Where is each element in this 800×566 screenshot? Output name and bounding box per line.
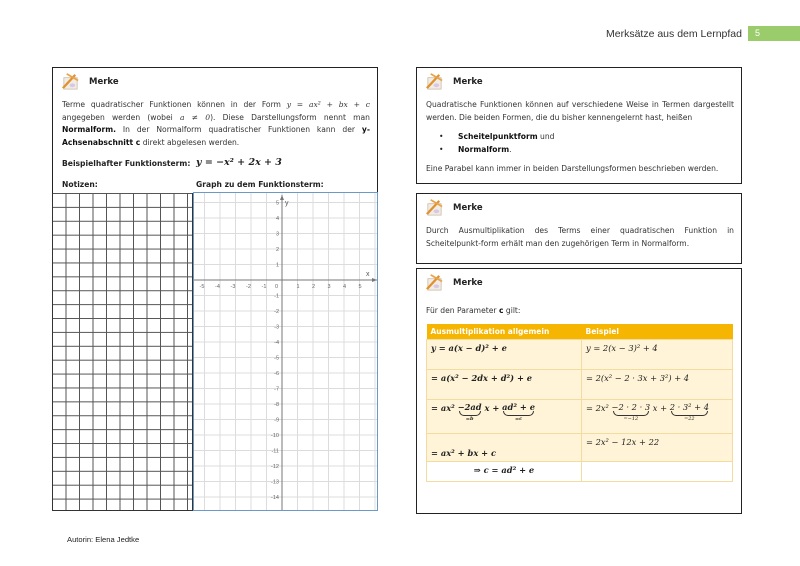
merke-header <box>425 72 483 91</box>
merke-heading: Merke <box>89 76 119 87</box>
text-segment: Für den Parameter <box>426 306 499 315</box>
example-cell: = 2(x² − 2 · 3x + 3²) + 4 <box>582 369 733 399</box>
svg-text:-1: -1 <box>274 293 279 300</box>
brace-label: =22 <box>684 415 695 422</box>
underbrace-22 <box>670 403 709 422</box>
merke-box-normalform <box>52 67 378 193</box>
forms-list <box>439 130 555 156</box>
column-header: Beispiel <box>582 324 733 339</box>
svg-text:2: 2 <box>275 247 279 253</box>
svg-text:-5: -5 <box>274 355 279 362</box>
text-segment: In der Normalform quadratischer Funktionen kann der <box>122 125 355 134</box>
empty-cell <box>582 461 733 481</box>
svg-text:3: 3 <box>327 284 331 290</box>
svg-text:2: 2 <box>312 284 316 290</box>
example-cell <box>582 399 733 433</box>
svg-text:-4: -4 <box>215 284 220 290</box>
text-segment: −2 · 2 · 3 <box>611 401 651 412</box>
text-segment: angegeben werden (wobei <box>62 112 173 122</box>
text-segment: ). Diese Darstellungsform nennt man <box>210 112 370 122</box>
svg-text:1: 1 <box>296 284 300 290</box>
y-intercept-term: y-Achsenabschnitt c <box>62 125 370 147</box>
text-segment: . <box>509 145 512 154</box>
coordinate-graph[interactable] <box>193 192 378 511</box>
svg-text:-11: -11 <box>271 448 279 455</box>
svg-text:0: 0 <box>275 284 279 290</box>
underbrace-minus12 <box>612 403 651 422</box>
merke-box-forms <box>416 67 742 184</box>
normalform-term: Normalform. <box>62 125 117 134</box>
text-segment: = 2x² <box>586 402 612 413</box>
svg-text:-13: -13 <box>271 479 279 486</box>
merke-header <box>61 72 119 91</box>
svg-text:-4: -4 <box>274 340 279 346</box>
svg-text:3: 3 <box>275 231 279 238</box>
text-segment: = ax² <box>431 402 458 413</box>
table-row <box>427 369 733 399</box>
notes-grid[interactable] <box>52 193 193 511</box>
svg-text:4: 4 <box>275 216 279 222</box>
svg-text:-3: -3 <box>230 284 236 290</box>
list-item <box>439 130 555 143</box>
scheitelpunktform-term: Scheitelpunktform <box>458 132 538 141</box>
text-segment: −2ad <box>457 401 482 412</box>
example-cell: = 2x² − 12x + 22 <box>582 433 733 461</box>
text-segment: direkt abgelesen werden. <box>142 137 240 147</box>
svg-text:-14: -14 <box>271 495 279 501</box>
parabel-paragraph: Eine Parabel kann immer in beiden Darstellungsformen beschrieben werden. <box>426 164 719 173</box>
text-segment: und <box>537 132 555 141</box>
svg-text:-6: -6 <box>274 371 279 377</box>
brace-label: =c <box>514 415 523 422</box>
text-segment: Terme quadratischer Funktionen können in der Form <box>62 100 281 109</box>
svg-text:x: x <box>366 271 370 278</box>
example-label: Beispielhafter Funktionsterm: <box>62 159 191 168</box>
svg-text:-12: -12 <box>271 464 279 470</box>
brace-label: =b <box>465 415 474 422</box>
merke-box-parameter-c <box>416 268 742 514</box>
svg-text:-8: -8 <box>274 402 279 408</box>
svg-text:-1: -1 <box>261 284 267 290</box>
svg-text:5: 5 <box>358 284 362 290</box>
example-term: y = −x² + 2x + 3 <box>196 157 282 168</box>
normalform-paragraph <box>62 99 370 149</box>
general-cell: y = a(x − d)² + e <box>427 339 582 369</box>
merke-pencil-icon <box>425 72 444 91</box>
text-segment: x + <box>650 402 670 413</box>
table-row <box>427 339 733 369</box>
table-row <box>427 433 733 461</box>
example-cell: y = 2(x − 3)² + 4 <box>582 339 733 369</box>
text-segment: gilt: <box>503 306 521 315</box>
graph-label: Graph zu dem Funktionsterm: <box>196 180 324 189</box>
merke-pencil-icon <box>425 273 444 292</box>
table-row <box>427 399 733 433</box>
text-segment: ad² + e <box>502 401 535 412</box>
merke-heading: Merke <box>453 202 483 213</box>
forms-paragraph: Quadratische Funktionen können auf verschiedene Weise in Termen dargestellt werden. Die beiden Formen, die du bisher kennengelernt hast, heißen <box>426 100 734 122</box>
conclusion-cell: ⇒ c = ad² + e <box>427 461 582 481</box>
condition-formula: a ≠ 0 <box>179 112 211 122</box>
svg-text:5: 5 <box>275 200 279 207</box>
table-row-conclusion <box>427 461 733 481</box>
merke-box-ausmultiplikation <box>416 193 742 264</box>
merke-pencil-icon <box>425 198 444 217</box>
svg-text:y: y <box>285 200 289 207</box>
parameter-c: c <box>498 306 504 315</box>
parameter-intro <box>426 305 520 318</box>
page-header-title: Merksätze aus dem Lernpfad <box>606 28 742 40</box>
table-header-row <box>427 324 733 339</box>
svg-text:-5: -5 <box>199 284 205 290</box>
general-cell <box>427 399 582 433</box>
svg-text:-2: -2 <box>246 284 251 290</box>
merke-heading: Merke <box>453 76 483 87</box>
general-cell: = a(x² − 2dx + d²) + e <box>427 369 582 399</box>
normalform-term: Normalform <box>458 145 510 154</box>
expansion-table <box>426 324 733 482</box>
svg-text:1: 1 <box>275 262 279 269</box>
list-item <box>439 143 555 156</box>
svg-text:-7: -7 <box>274 386 279 393</box>
brace-label: =−12 <box>623 415 639 422</box>
coordinate-system <box>194 193 378 511</box>
page-number-badge: 5 <box>748 26 800 41</box>
general-cell: = ax² + bx + c <box>427 433 582 461</box>
y-axis-arrow-icon <box>280 195 284 200</box>
merke-pencil-icon <box>61 72 80 91</box>
svg-text:-10: -10 <box>271 433 279 439</box>
svg-text:-2: -2 <box>274 309 279 315</box>
author-credit: Autorin: Elena Jedtke <box>67 535 140 544</box>
merke-heading: Merke <box>453 277 483 288</box>
ausmultiplikation-paragraph: Durch Ausmultiplikation des Terms einer quadratischen Funktion in Scheitelpunkt-form erhält man den zugehörigen Term in Normalform. <box>426 226 734 248</box>
text-segment: 2 · 3² + 4 <box>669 401 709 412</box>
text-segment: x + <box>481 402 503 413</box>
underbrace-c <box>502 403 535 422</box>
notes-label: Notizen: <box>62 180 98 189</box>
underbrace-b <box>458 403 482 422</box>
svg-text:4: 4 <box>343 284 347 290</box>
svg-text:-9: -9 <box>274 417 279 424</box>
merke-header <box>425 273 483 292</box>
normalform-formula: y = ax² + bx + c <box>286 100 370 109</box>
column-header: Ausmultiplikation allgemein <box>427 324 582 339</box>
svg-text:-3: -3 <box>274 324 279 331</box>
merke-header <box>425 198 483 217</box>
